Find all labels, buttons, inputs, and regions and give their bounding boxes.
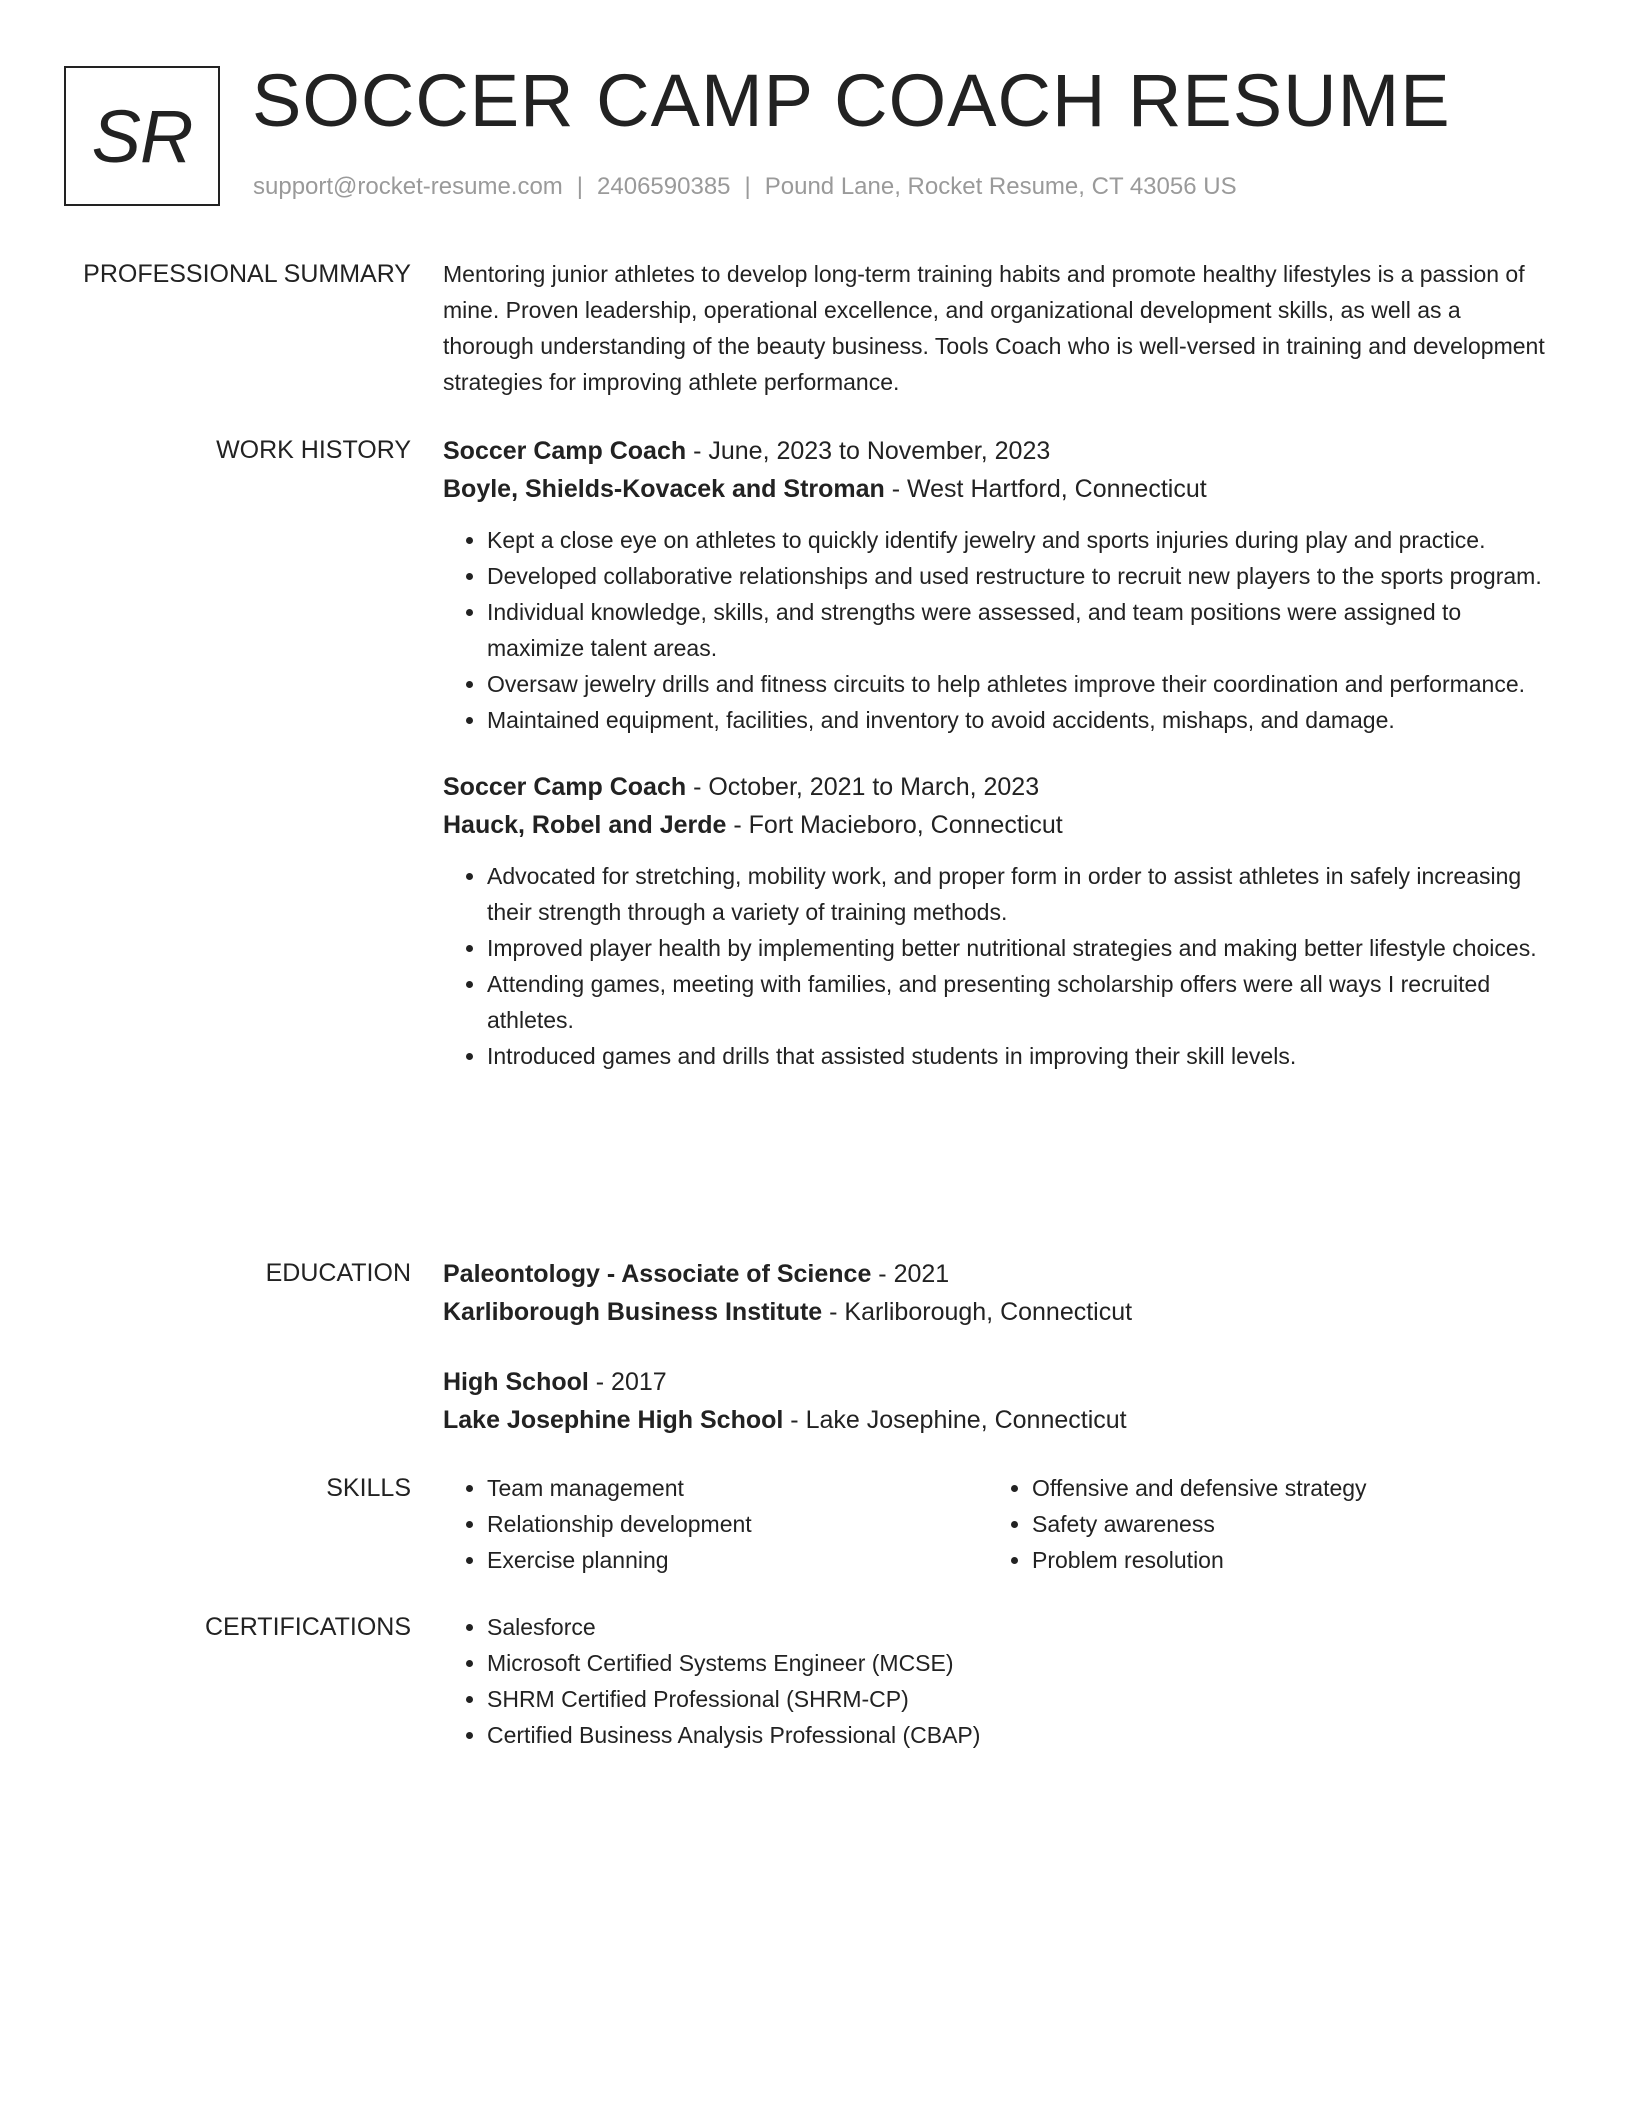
education-body: [443, 1255, 1553, 1471]
education-degree-line: [443, 1363, 1553, 1401]
education-year: - 2017: [588, 1368, 667, 1396]
section-label-education: EDUCATION: [265, 1259, 411, 1287]
skill-item: • Offensive and defensive strategy: [1032, 1470, 1552, 1506]
certification-item: • Certified Business Analysis Professional (CBAP): [487, 1717, 1553, 1753]
job-location: - West Hartford, Connecticut: [884, 475, 1207, 503]
job-location: - Fort Macieboro, Connecticut: [726, 811, 1063, 839]
job-company: Hauck, Robel and Jerde: [443, 811, 727, 839]
education-degree: High School: [443, 1368, 589, 1396]
skill-item: • Safety awareness: [1032, 1506, 1552, 1542]
job-bullet: • Attending games, meeting with families, and presenting scholarship offers were all ways I recruited athletes.: [487, 966, 1553, 1038]
job-dates: - June, 2023 to November, 2023: [686, 437, 1051, 465]
contact-line: [253, 173, 1237, 201]
skill-item: • Relationship development: [487, 1506, 988, 1542]
certification-item: • Microsoft Certified Systems Engineer (MCSE): [487, 1645, 1553, 1681]
summary-body: [443, 256, 1553, 400]
education-degree: Paleontology - Associate of Science: [443, 1260, 872, 1288]
education-degree-line: [443, 1255, 1553, 1293]
skill-item: • Exercise planning: [487, 1542, 988, 1578]
skill-item: • Team management: [487, 1470, 988, 1506]
job-title-line: [443, 768, 1553, 806]
education-year: - 2021: [871, 1260, 950, 1288]
section-label-summary: PROFESSIONAL SUMMARY: [83, 260, 411, 288]
contact-email: support@rocket-resume.com: [253, 173, 563, 200]
certification-item: • Salesforce: [487, 1609, 1553, 1645]
job-bullet: • Developed collaborative relationships and used restructure to recruit new players to the sports program.: [487, 558, 1553, 594]
skills-body: [443, 1470, 1553, 1578]
page-title: SOCCER CAMP COACH RESUME: [252, 59, 1451, 142]
contact-separator: |: [744, 173, 751, 200]
job-bullet: • Kept a close eye on athletes to quickly identify jewelry and sports injuries during play and practice.: [487, 522, 1553, 558]
section-label-skills: SKILLS: [326, 1474, 411, 1502]
job-bullet: • Maintained equipment, facilities, and inventory to avoid accidents, mishaps, and damage.: [487, 702, 1553, 738]
job-bullet: • Advocated for stretching, mobility work, and proper form in order to assist athletes in safely increasing their strength through a variety of training methods.: [487, 858, 1553, 930]
section-label-certifications: CERTIFICATIONS: [204, 1613, 411, 1641]
education-entry: [443, 1255, 1553, 1331]
education-school-line: [443, 1293, 1553, 1331]
job-bullet: • Introduced games and drills that assisted students in improving their skill levels.: [487, 1038, 1553, 1074]
job-entry: [443, 432, 1553, 738]
certifications-body: [443, 1609, 1553, 1753]
job-bullet: • Individual knowledge, skills, and strengths were assessed, and team positions were assigned to maximize talent areas.: [487, 594, 1553, 666]
education-school: Lake Josephine High School: [443, 1406, 784, 1434]
section-label-work-history: WORK HISTORY: [216, 436, 411, 464]
monogram-box: [64, 66, 220, 206]
skill-item: • Problem resolution: [1032, 1542, 1552, 1578]
job-title-line: [443, 432, 1553, 470]
monogram-initials: SR: [91, 94, 193, 178]
contact-phone: 2406590385: [597, 173, 731, 200]
education-location: - Lake Josephine, Connecticut: [783, 1406, 1127, 1434]
job-dates: - October, 2021 to March, 2023: [686, 773, 1040, 801]
contact-address: Pound Lane, Rocket Resume, CT 43056 US: [764, 173, 1237, 200]
job-bullet: • Oversaw jewelry drills and fitness circuits to help athletes improve their coordination and performance.: [487, 666, 1553, 702]
contact-separator: |: [576, 173, 584, 200]
job-entry: [443, 768, 1553, 1074]
job-company-line: [443, 470, 1553, 508]
work-history-body: [443, 432, 1553, 1104]
education-school: Karliborough Business Institute: [443, 1298, 823, 1326]
skills-column-left: [443, 1470, 988, 1578]
job-bullets: [443, 522, 1553, 738]
job-company-line: [443, 806, 1553, 844]
job-bullets: [443, 858, 1553, 1074]
education-location: - Karliborough, Connecticut: [822, 1298, 1133, 1326]
job-company: Boyle, Shields-Kovacek and Stroman: [443, 475, 885, 503]
job-bullet: • Improved player health by implementing better nutritional strategies and making better lifestyle choices.: [487, 930, 1553, 966]
skills-column-right: [988, 1470, 1552, 1578]
summary-text: Mentoring junior athletes to develop long-term training habits and promote healthy lifestyles is a passion of mine. Proven leadership, operational excellence, and organizational development skills, as well as a thorough understanding of the beauty business. Tools Coach who is well-versed in training and development strategies for improving athlete performance.: [443, 261, 1545, 395]
job-title: Soccer Camp Coach: [443, 773, 687, 801]
job-title: Soccer Camp Coach: [443, 437, 687, 465]
certifications-list: [443, 1609, 1553, 1753]
skills-grid: [443, 1470, 1553, 1578]
certification-item: • SHRM Certified Professional (SHRM-CP): [487, 1681, 1553, 1717]
education-entry: [443, 1363, 1553, 1439]
education-school-line: [443, 1401, 1553, 1439]
